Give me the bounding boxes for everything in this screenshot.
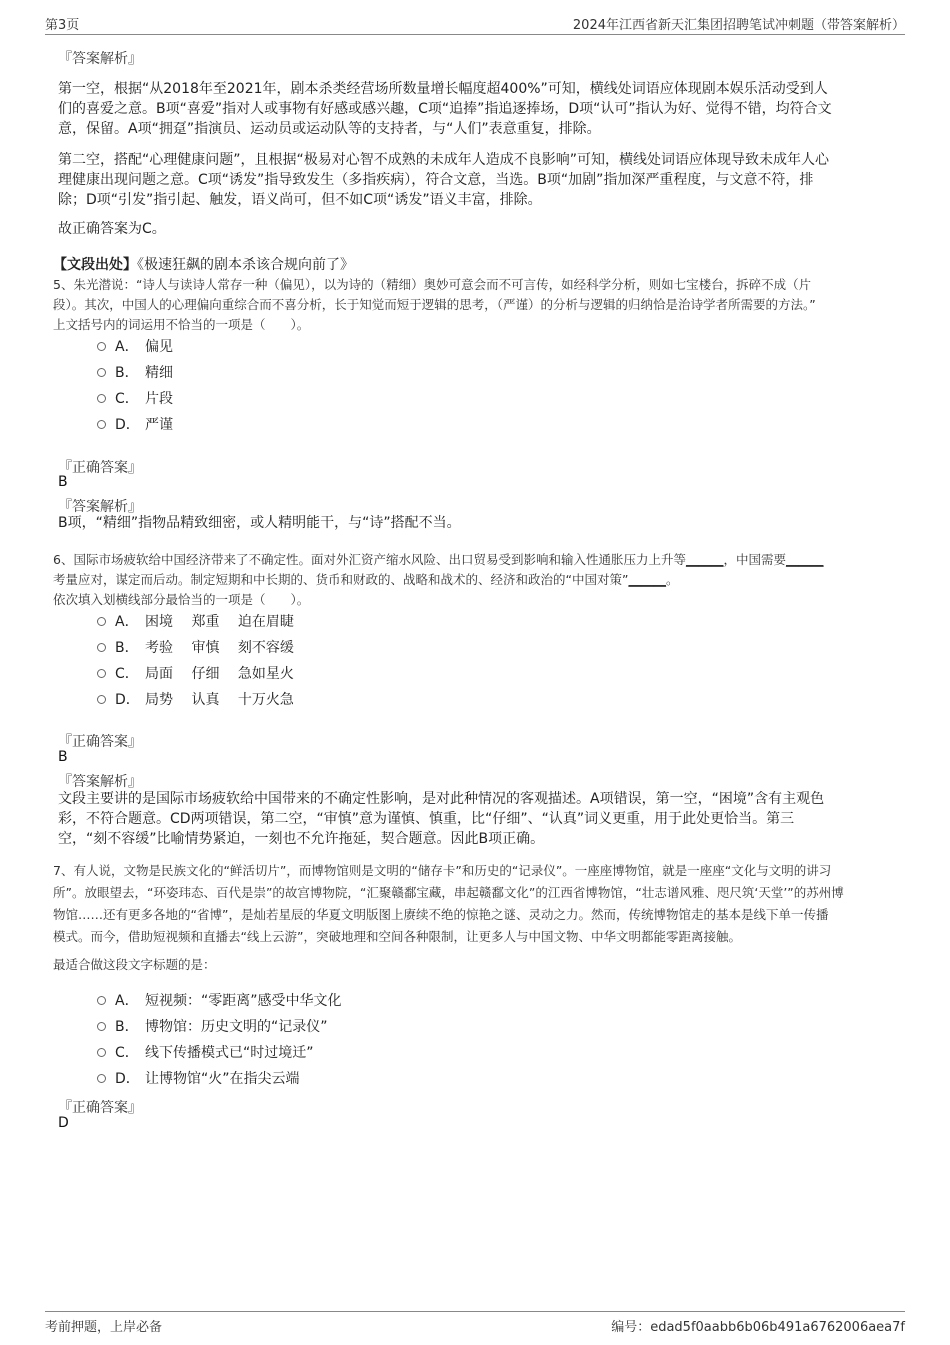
radio-icon[interactable] (97, 420, 106, 429)
text-line: 们的喜爱之意。B项“喜爱”指对人或事物有好感或感兴趣，C项“追捧”指追逐捧场，D项“认可”指认为好、觉得不错，均符合文 (58, 101, 832, 117)
blank-2: ______ (785, 552, 824, 567)
text-line: 7、有人说，文物是民族文化的“鲜活切片”，而博物馆则是文明的“储存卡”和历史的“记录仪”。一座座博物馆，就是一座座“文化与文明的讲习 (53, 863, 832, 878)
q7-question: 最适合做这段文字标题的是： (53, 957, 216, 972)
option-text: 局面 仔细 急如星火 (145, 666, 294, 682)
analysis-paragraph-2 (58, 150, 829, 210)
q6-correct-answer-label: 『正确答案』 (58, 734, 142, 750)
option-text: 考验 审慎 刻不容缓 (145, 640, 294, 656)
text-line: 所”。放眼望去，“环姿玮态、百代是崇”的故宫博物院，“汇聚赣鄱宝藏，串起赣鄱文化”的江西省博物馆，“壮志谱风雅、咫尺筑‘天堂’”的苏州博 (53, 885, 844, 900)
footer-slogan: 考前押题，上岸必备 (45, 1320, 163, 1335)
conclusion: 故正确答案为C。 (58, 221, 166, 237)
text-line: 考量应对，谋定而后动。制定短期和中长期的、货币和财政的、战略和战术的、经济和政治的“中国对策”______。 (53, 572, 679, 587)
document-title: 2024年江西省新天汇集团招聘笔试冲刺题（带答案解析） (572, 18, 905, 33)
radio-icon[interactable] (97, 996, 106, 1005)
option-letter: B． (115, 640, 139, 656)
option-letter: A． (115, 993, 139, 1009)
option-letter: B． (115, 1019, 139, 1035)
option-letter: B． (115, 365, 139, 381)
radio-icon[interactable] (97, 368, 106, 377)
text-line: 意，保留。A项“拥趸”指演员、运动员或运动队等的支持者，与“人们”表意重复，排除。 (58, 121, 601, 137)
text-line: 5、朱光潜说：“诗人与读诗人常存一种（偏见），以为诗的（精细）奥妙可意会而不可言传，如经科学分析，则如七宝楼台，拆碎不成（片 (53, 277, 812, 292)
option-text: 线下传播模式已“时过境迁” (145, 1045, 314, 1061)
radio-icon[interactable] (97, 1074, 106, 1083)
q6-correct-answer: B (58, 749, 68, 765)
source-line (53, 255, 354, 275)
text-line: 段）。其次，中国人的心理偏向重综合而不喜分析，长于知觉而短于逻辑的思考，（严谨）的分析与逻辑的归纳恰是治诗学者所需要的方法。” (53, 297, 816, 312)
radio-icon[interactable] (97, 1048, 106, 1057)
source-label: 【文段出处】 (53, 257, 137, 273)
option-text: 偏见 (145, 339, 173, 355)
radio-icon[interactable] (97, 342, 106, 351)
blank-1: ______ (685, 552, 724, 567)
text-line: 文段主要讲的是国际市场疲软给中国带来的不确定性影响，是对此种情况的客观描述。A项错误，第一空，“困境”含有主观色 (58, 791, 825, 807)
text-line: 依次填入划横线部分最恰当的一项是（ ）。 (53, 592, 310, 607)
q7-correct-answer-label: 『正确答案』 (58, 1100, 142, 1116)
option-letter: C． (115, 391, 139, 407)
question-6-stem (53, 550, 823, 610)
option-text: 博物馆：历史文明的“记录仪” (145, 1019, 328, 1035)
q5-analysis-label: 『答案解析』 (58, 499, 142, 515)
text-line: 彩，不符合题意。CD两项错误，第二空，“审慎”意为谨慎、慎重，比“仔细”、“认真”词义更重，用于此处更恰当。第三 (58, 811, 795, 827)
option-text: 困境 郑重 迫在眉睫 (145, 614, 294, 630)
question-5-stem (53, 275, 816, 335)
text-line: 除；D项“引发”指引起、触发，语义尚可，但不如C项“诱发”语义丰富，排除。 (58, 192, 542, 208)
text-line: 空，“刻不容缓”比喻情势紧迫，一刻也不允许拖延，契合题意。因此B项正确。 (58, 831, 545, 847)
option-letter: D． (115, 1071, 140, 1087)
text-line: 模式。而今，借助短视频和直播去“线上云游”，突破地理和空间各种限制，让更多人与中国文物、中华文明都能零距离接触。 (53, 929, 741, 944)
q5-correct-answer-label: 『正确答案』 (58, 460, 142, 476)
q5-analysis: B项，“精细”指物品精致细密，或人精明能干，与“诗”搭配不当。 (58, 515, 461, 531)
text-line: 上文括号内的词运用不恰当的一项是（ ）。 (53, 317, 310, 332)
source-title: 《极速狂飙的剧本杀该合规向前了》 (137, 257, 354, 273)
page-footer (45, 1311, 905, 1336)
option-letter: A． (115, 614, 139, 630)
option-letter: A． (115, 339, 139, 355)
q5-correct-answer: B (58, 474, 68, 490)
q6-analysis-label: 『答案解析』 (58, 774, 142, 790)
option-text: 精细 (145, 365, 173, 381)
option-letter: C． (115, 666, 139, 682)
radio-icon[interactable] (97, 1022, 106, 1031)
radio-icon[interactable] (97, 695, 106, 704)
code-label: 编号： (611, 1320, 651, 1335)
option-text: 短视频：“零距离”感受中华文化 (145, 993, 342, 1009)
question-7-stem (53, 860, 844, 948)
text-line: 第二空，搭配“心理健康问题”，且根据“极易对心智不成熟的未成年人造成不良影响”可知，横线处词语应体现导致未成年人心 (58, 152, 830, 168)
text-line: 第一空，根据“从2018年至2021年，剧本杀类经营场所数量增长幅度超400%”可知，横线处词语应体现剧本娱乐活动受到人 (58, 81, 828, 97)
option-text: 局势 认真 十万火急 (145, 692, 294, 708)
analysis-paragraph-1 (58, 79, 832, 139)
radio-icon[interactable] (97, 643, 106, 652)
radio-icon[interactable] (97, 394, 106, 403)
document-code (611, 1316, 905, 1335)
option-text: 严谨 (145, 417, 173, 433)
radio-icon[interactable] (97, 617, 106, 626)
option-letter: D． (115, 692, 140, 708)
q6-analysis (58, 789, 824, 849)
option-letter: C． (115, 1045, 139, 1061)
option-text: 片段 (145, 391, 173, 407)
option-letter: D． (115, 417, 140, 433)
text-line: 物馆……还有更多各地的“省博”，是灿若星辰的华夏文明版图上赓续不绝的惊艳之谜、灵动之力。然而，传统博物馆走的基本是线下单一传播 (53, 907, 829, 922)
blank-3: ______ (628, 572, 666, 587)
page-number: 第3页 (45, 18, 80, 33)
text-line: 6、国际市场疲软给中国经济带来了不确定性。面对外汇资产缩水风险、出口贸易受到影响和输入性通胀压力上升等______，中国需要______ (53, 552, 824, 567)
radio-icon[interactable] (97, 669, 106, 678)
text-line: 理健康出现问题之意。C项“诱发”指导致发生（多指疾病），符合文意，当选。B项“加剧”指加深严重程度，与文意不符，排 (58, 172, 814, 188)
code-value: edad5f0aabb6b06b491a6762006aea7f (650, 1320, 905, 1335)
option-text: 让博物馆“火”在指尖云端 (145, 1071, 300, 1087)
q7-correct-answer: D (58, 1115, 69, 1131)
answer-analysis-label: 『答案解析』 (58, 51, 142, 67)
